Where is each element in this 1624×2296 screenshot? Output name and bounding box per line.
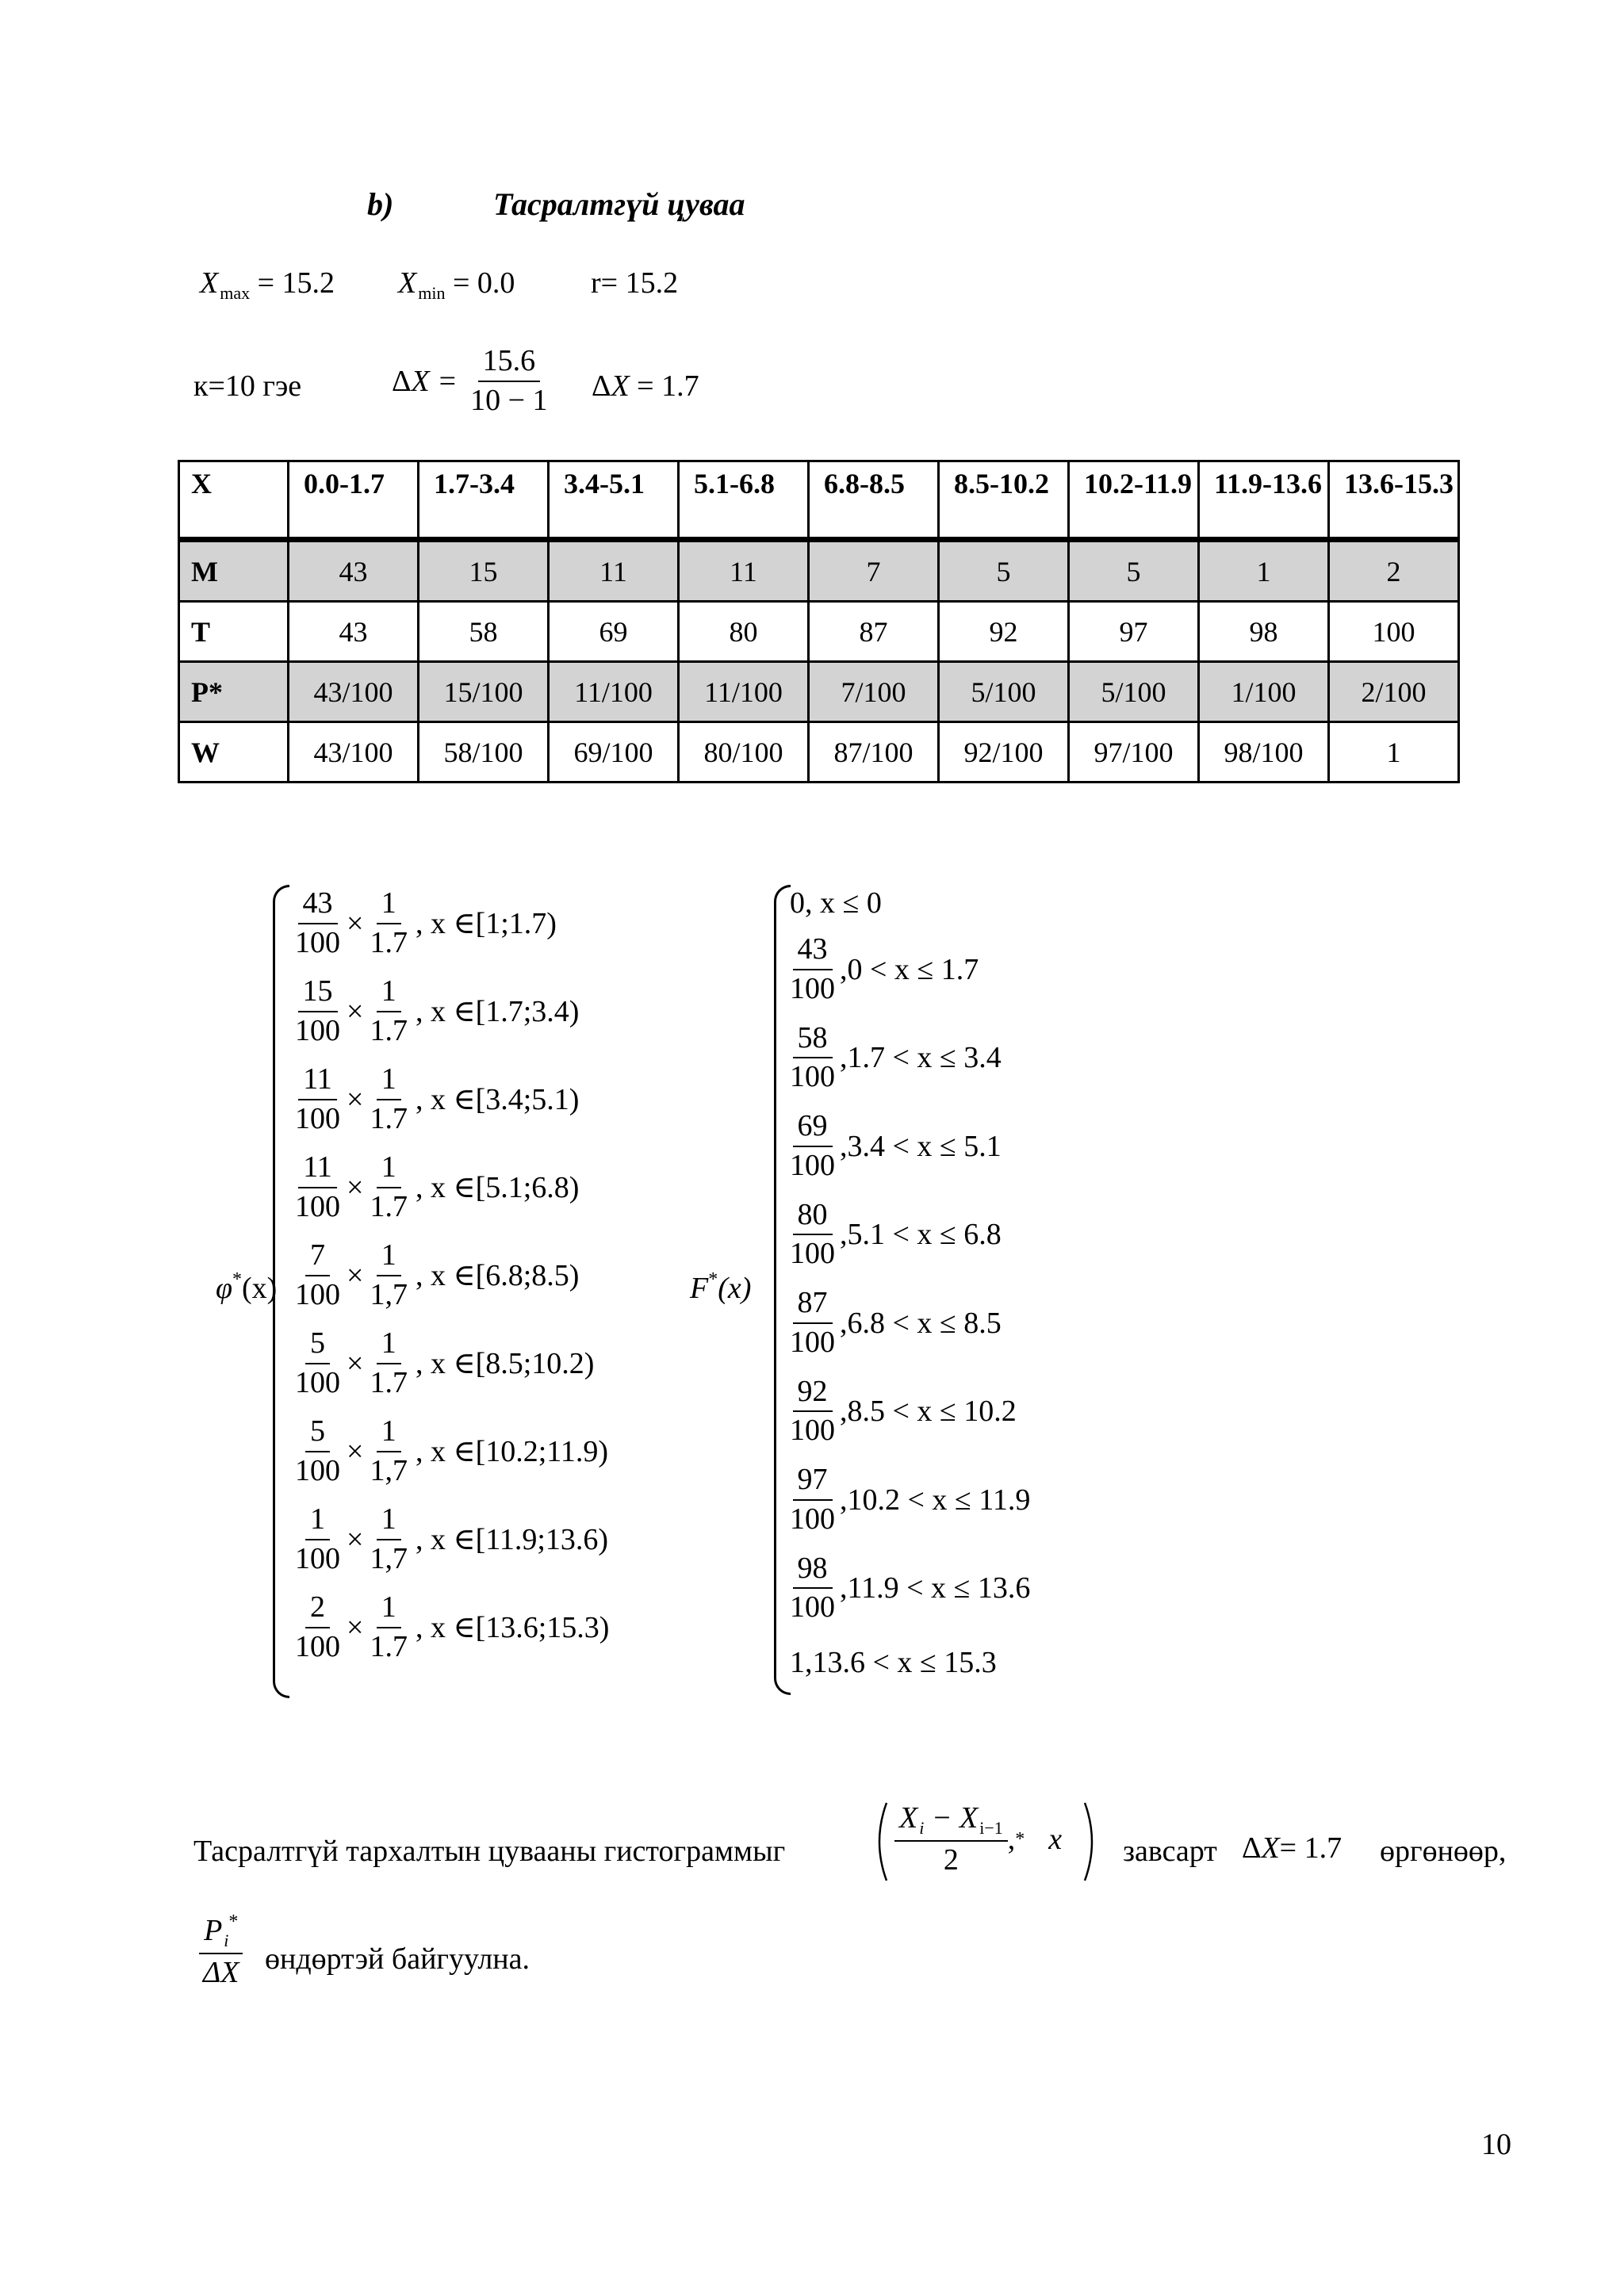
interval-midpoint-expression: $\frac{X_i - X_{i-1}}{2}$ , * x — [871, 1798, 1101, 1885]
interval-header: 6.8-8.5 — [809, 461, 939, 540]
table-header-row — [179, 461, 1459, 540]
k-choice: к=10 гэе — [193, 369, 302, 403]
table-cell: 87/100 — [809, 722, 939, 783]
table-cell: 43 — [289, 540, 419, 602]
interval-fraction: $\frac{15.6}{10 - 1}$ — [470, 344, 548, 417]
phi-case: $\frac{2}{100}$ × $\frac{1}{1.7}$ , x ∈ [13.6;15.3) — [295, 1590, 610, 1663]
table-cell: 11 — [679, 540, 809, 602]
table-cell: 92 — [939, 602, 1069, 662]
phi-case: $\frac{11}{100}$ × $\frac{1}{1.7}$ , x ∈ [3.4;5.1) — [295, 1062, 580, 1135]
table-cell: 98/100 — [1199, 722, 1329, 783]
xmin-stat: $X_{min} = 0.0$ — [398, 266, 515, 303]
cdf-last-case: 1,13.6 < x ≤ 15.3 — [790, 1646, 997, 1679]
row-label: W — [179, 722, 289, 783]
frequency-table — [178, 460, 1460, 783]
table-cell: 100 — [1329, 602, 1459, 662]
table-cell: 43/100 — [289, 662, 419, 722]
conclusion-text-2: завсарт — [1123, 1835, 1217, 1868]
cdf-case: $\frac{92}{100}$ ,8.5 < x ≤ 10.2 — [790, 1374, 1017, 1448]
interval-header: 5.1-6.8 — [679, 461, 809, 540]
phi-case: $\frac{7}{100}$ × $\frac{1}{1,7}$ , x ∈ [6.8;8.5) — [295, 1238, 580, 1311]
xmax-stat: $X_{max} = 15.2$ — [200, 266, 335, 303]
cdf-case: $\frac{43}{100}$ ,0 < x ≤ 1.7 — [790, 932, 979, 1005]
cdf-case: $\frac{80}{100}$ ,5.1 < x ≤ 6.8 — [790, 1197, 1002, 1271]
table-cell: 97/100 — [1069, 722, 1199, 783]
table-cell: 2/100 — [1329, 662, 1459, 722]
conclusion-text-3: өргөнөөр, — [1380, 1835, 1507, 1868]
delta-symbol: Δ — [592, 369, 611, 403]
table-header-label: X — [179, 461, 289, 540]
conclusion-text-4: өндөртэй байгуулна. — [265, 1942, 530, 1976]
phi-case: $\frac{5}{100}$ × $\frac{1}{1.7}$ , x ∈ [8.5;10.2) — [295, 1326, 595, 1399]
interval-header: 13.6-15.3 — [1329, 461, 1459, 540]
table-cell: 87 — [809, 602, 939, 662]
cdf-first-case: 0, x ≤ 0 — [790, 886, 882, 920]
table-cell: 43/100 — [289, 722, 419, 783]
table-cell: 7/100 — [809, 662, 939, 722]
table-row — [179, 662, 1459, 722]
table-cell: 98 — [1199, 602, 1329, 662]
row-label: P* — [179, 662, 289, 722]
phi-function-label: φ*(x) — [216, 1269, 278, 1305]
phi-case: $\frac{15}{100}$ × $\frac{1}{1.7}$ , x ∈ [1.7;3.4) — [295, 974, 580, 1047]
table-cell: 58/100 — [419, 722, 549, 783]
interval-header: 11.9-13.6 — [1199, 461, 1329, 540]
interval-header: 10.2-11.9 — [1069, 461, 1199, 540]
phi-case: $\frac{5}{100}$ × $\frac{1}{1,7}$ , x ∈ [10.2;11.9) — [295, 1414, 609, 1487]
table-cell: 5 — [939, 540, 1069, 602]
cdf-case: $\frac{69}{100}$ ,3.4 < x ≤ 5.1 — [790, 1109, 1002, 1182]
table-cell: 5/100 — [1069, 662, 1199, 722]
interval-width-result: ΔX = 1.7 — [592, 369, 699, 403]
table-cell: 58 — [419, 602, 549, 662]
table-cell: 11/100 — [549, 662, 679, 722]
table-cell: 15/100 — [419, 662, 549, 722]
cdf-case: $\frac{98}{100}$ ,11.9 < x ≤ 13.6 — [790, 1551, 1031, 1624]
table-cell: 11/100 — [679, 662, 809, 722]
cdf-case: $\frac{58}{100}$ ,1.7 < x ≤ 3.4 — [790, 1020, 1002, 1094]
interval-header: 3.4-5.1 — [549, 461, 679, 540]
table-cell: 97 — [1069, 602, 1199, 662]
phi-case: $\frac{1}{100}$ × $\frac{1}{1,7}$ , x ∈ [11.9;13.6) — [295, 1502, 609, 1575]
table-cell: 80 — [679, 602, 809, 662]
range-stat: r= 15.2 — [591, 266, 679, 300]
table-cell: 1/100 — [1199, 662, 1329, 722]
table-cell: 69/100 — [549, 722, 679, 783]
cdf-case: $\frac{97}{100}$ ,10.2 < x ≤ 11.9 — [790, 1463, 1031, 1536]
table-cell: 1 — [1329, 722, 1459, 783]
table-row — [179, 722, 1459, 783]
table-cell: 15 — [419, 540, 549, 602]
height-formula: $\frac{P_i^*}{\Delta X}$ — [198, 1912, 244, 1989]
section-title: Тасралтгүй цуваа — [493, 186, 745, 222]
table-cell: 1 — [1199, 540, 1329, 602]
phi-brace — [273, 885, 289, 1698]
table-cell: 5/100 — [939, 662, 1069, 722]
interval-width-formula: Δ X = $\frac{15.6}{10 - 1}$ — [392, 346, 553, 417]
phi-case: $\frac{43}{100}$ × $\frac{1}{1.7}$ , x ∈ [1;1.7) — [295, 886, 557, 959]
table-cell: 80/100 — [679, 722, 809, 783]
interval-header: 8.5-10.2 — [939, 461, 1069, 540]
table-cell: 7 — [809, 540, 939, 602]
cdf-case: $\frac{87}{100}$ ,6.8 < x ≤ 8.5 — [790, 1286, 1002, 1359]
table-cell: 43 — [289, 602, 419, 662]
table-cell: 69 — [549, 602, 679, 662]
delta-symbol: Δ — [392, 364, 412, 398]
section-label: b) — [367, 186, 394, 222]
table-row — [179, 540, 1459, 602]
conclusion-text-1: Тасралтгүй тархалтын цувааны гистограммыг — [193, 1835, 786, 1868]
table-row — [179, 602, 1459, 662]
table-cell: 5 — [1069, 540, 1199, 602]
row-label: T — [179, 602, 289, 662]
table-cell: 2 — [1329, 540, 1459, 602]
row-label: M — [179, 540, 289, 602]
page-number: 10 — [1481, 2128, 1511, 2161]
phi-case: $\frac{11}{100}$ × $\frac{1}{1.7}$ , x ∈ [5.1;6.8) — [295, 1150, 580, 1223]
table-cell: 92/100 — [939, 722, 1069, 783]
interval-header: 0.0-1.7 — [289, 461, 419, 540]
conclusion-interval-width: ΔX= 1.7 — [1242, 1831, 1342, 1865]
table-cell: 11 — [549, 540, 679, 602]
interval-header: 1.7-3.4 — [419, 461, 549, 540]
cdf-function-label: F*(x) — [690, 1269, 752, 1305]
